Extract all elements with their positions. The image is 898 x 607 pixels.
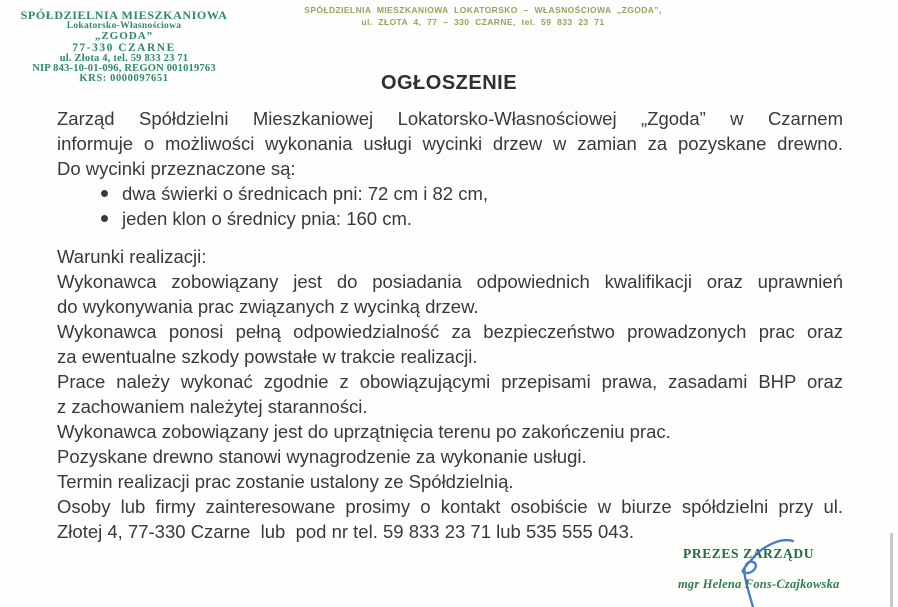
page-title: OGŁOSZENIE: [380, 72, 518, 94]
body-line: Wykonawca zobowiązany jest do posiadania odpowiednich kwalifikacji oraz uprawnień: [57, 271, 843, 292]
scan-edge-artifact: [890, 533, 893, 607]
body-line: Do wycinki przeznaczone są:: [57, 158, 296, 179]
body-line: Złotej 4, 77-330 Czarne lub pod nr tel. 59 833 23 71 lub 535 555 043.: [57, 521, 634, 542]
letterhead: [258, 4, 708, 28]
stamp-krs: KRS: 0000097651: [79, 73, 169, 84]
signature-role: PREZES ZARZĄDU: [683, 546, 815, 561]
letterhead-org-line: SPÓŁDZIELNIA MIESZKANIOWA LOKATORSKO – WŁASNOŚCIOWA „ZGODA”,: [304, 5, 662, 15]
body-line: Osoby lub firmy zainteresowane prosimy o kontakt osobiście w biurze spółdzielni przy ul.: [57, 496, 843, 517]
tree-list: [57, 181, 843, 231]
announcement-body: [57, 106, 843, 544]
stamp-org-short-name: „ZGODA”: [94, 30, 154, 42]
body-line: do wykonywania prac związanych z wycinką drzew.: [57, 296, 479, 317]
body-line: Wykonawca zobowiązany jest do uprzątnięcia terenu po zakończeniu prac.: [57, 421, 671, 442]
body-line: za ewentualne szkody powstałe w trakcie realizacji.: [57, 346, 478, 367]
body-line: Prace należy wykonać zgodnie z obowiązującymi przepisami prawa, zasadami BHP oraz: [57, 371, 843, 392]
body-line: z zachowaniem należytej staranności.: [57, 396, 368, 417]
list-item-maple: jeden klon o średnicy pnia: 160 cm.: [122, 206, 843, 231]
stamp-city: 77-330 CZARNE: [72, 42, 176, 54]
signature-name: mgr Helena Fons-Czajkowska: [678, 577, 840, 591]
body-line: Warunki realizacji:: [57, 246, 207, 267]
stamp-nip-regon: NIP 843-10-01-096, REGON 001019763: [32, 63, 216, 74]
letterhead-address-line: ul. ZŁOTA 4, 77 – 330 CZARNE, tel. 59 833 23 71: [361, 17, 605, 27]
list-item-spruces: dwa świerki o średnicach pni: 72 cm i 82 cm,: [122, 181, 843, 206]
handwritten-signature-ink: [700, 533, 810, 607]
stamp-address-phone: ul. Złota 4, tel. 59 833 23 71: [59, 53, 189, 64]
stamp-org-type: Lokatorsko-Własnościowa: [66, 21, 182, 31]
body-line: Pozyskane drewno stanowi wynagrodzenie za wykonanie usługi.: [57, 446, 587, 467]
body-line: informuje o możliwości wykonania usługi wycinki drzew w zamian za pozyskane drewno.: [57, 133, 843, 154]
body-line: Zarząd Spółdzielni Mieszkaniowej Lokatorsko-Własnościowej „Zgoda” w Czarnem: [57, 108, 843, 129]
body-line: Termin realizacji prac zostanie ustalony ze Spółdzielnią.: [57, 471, 514, 492]
body-line: Wykonawca ponosi pełną odpowiedzialność za bezpieczeństwo prowadzonych prac oraz: [57, 321, 843, 342]
stamp-org-name: SPÓŁDZIELNIA MIESZKANIOWA: [20, 8, 228, 22]
